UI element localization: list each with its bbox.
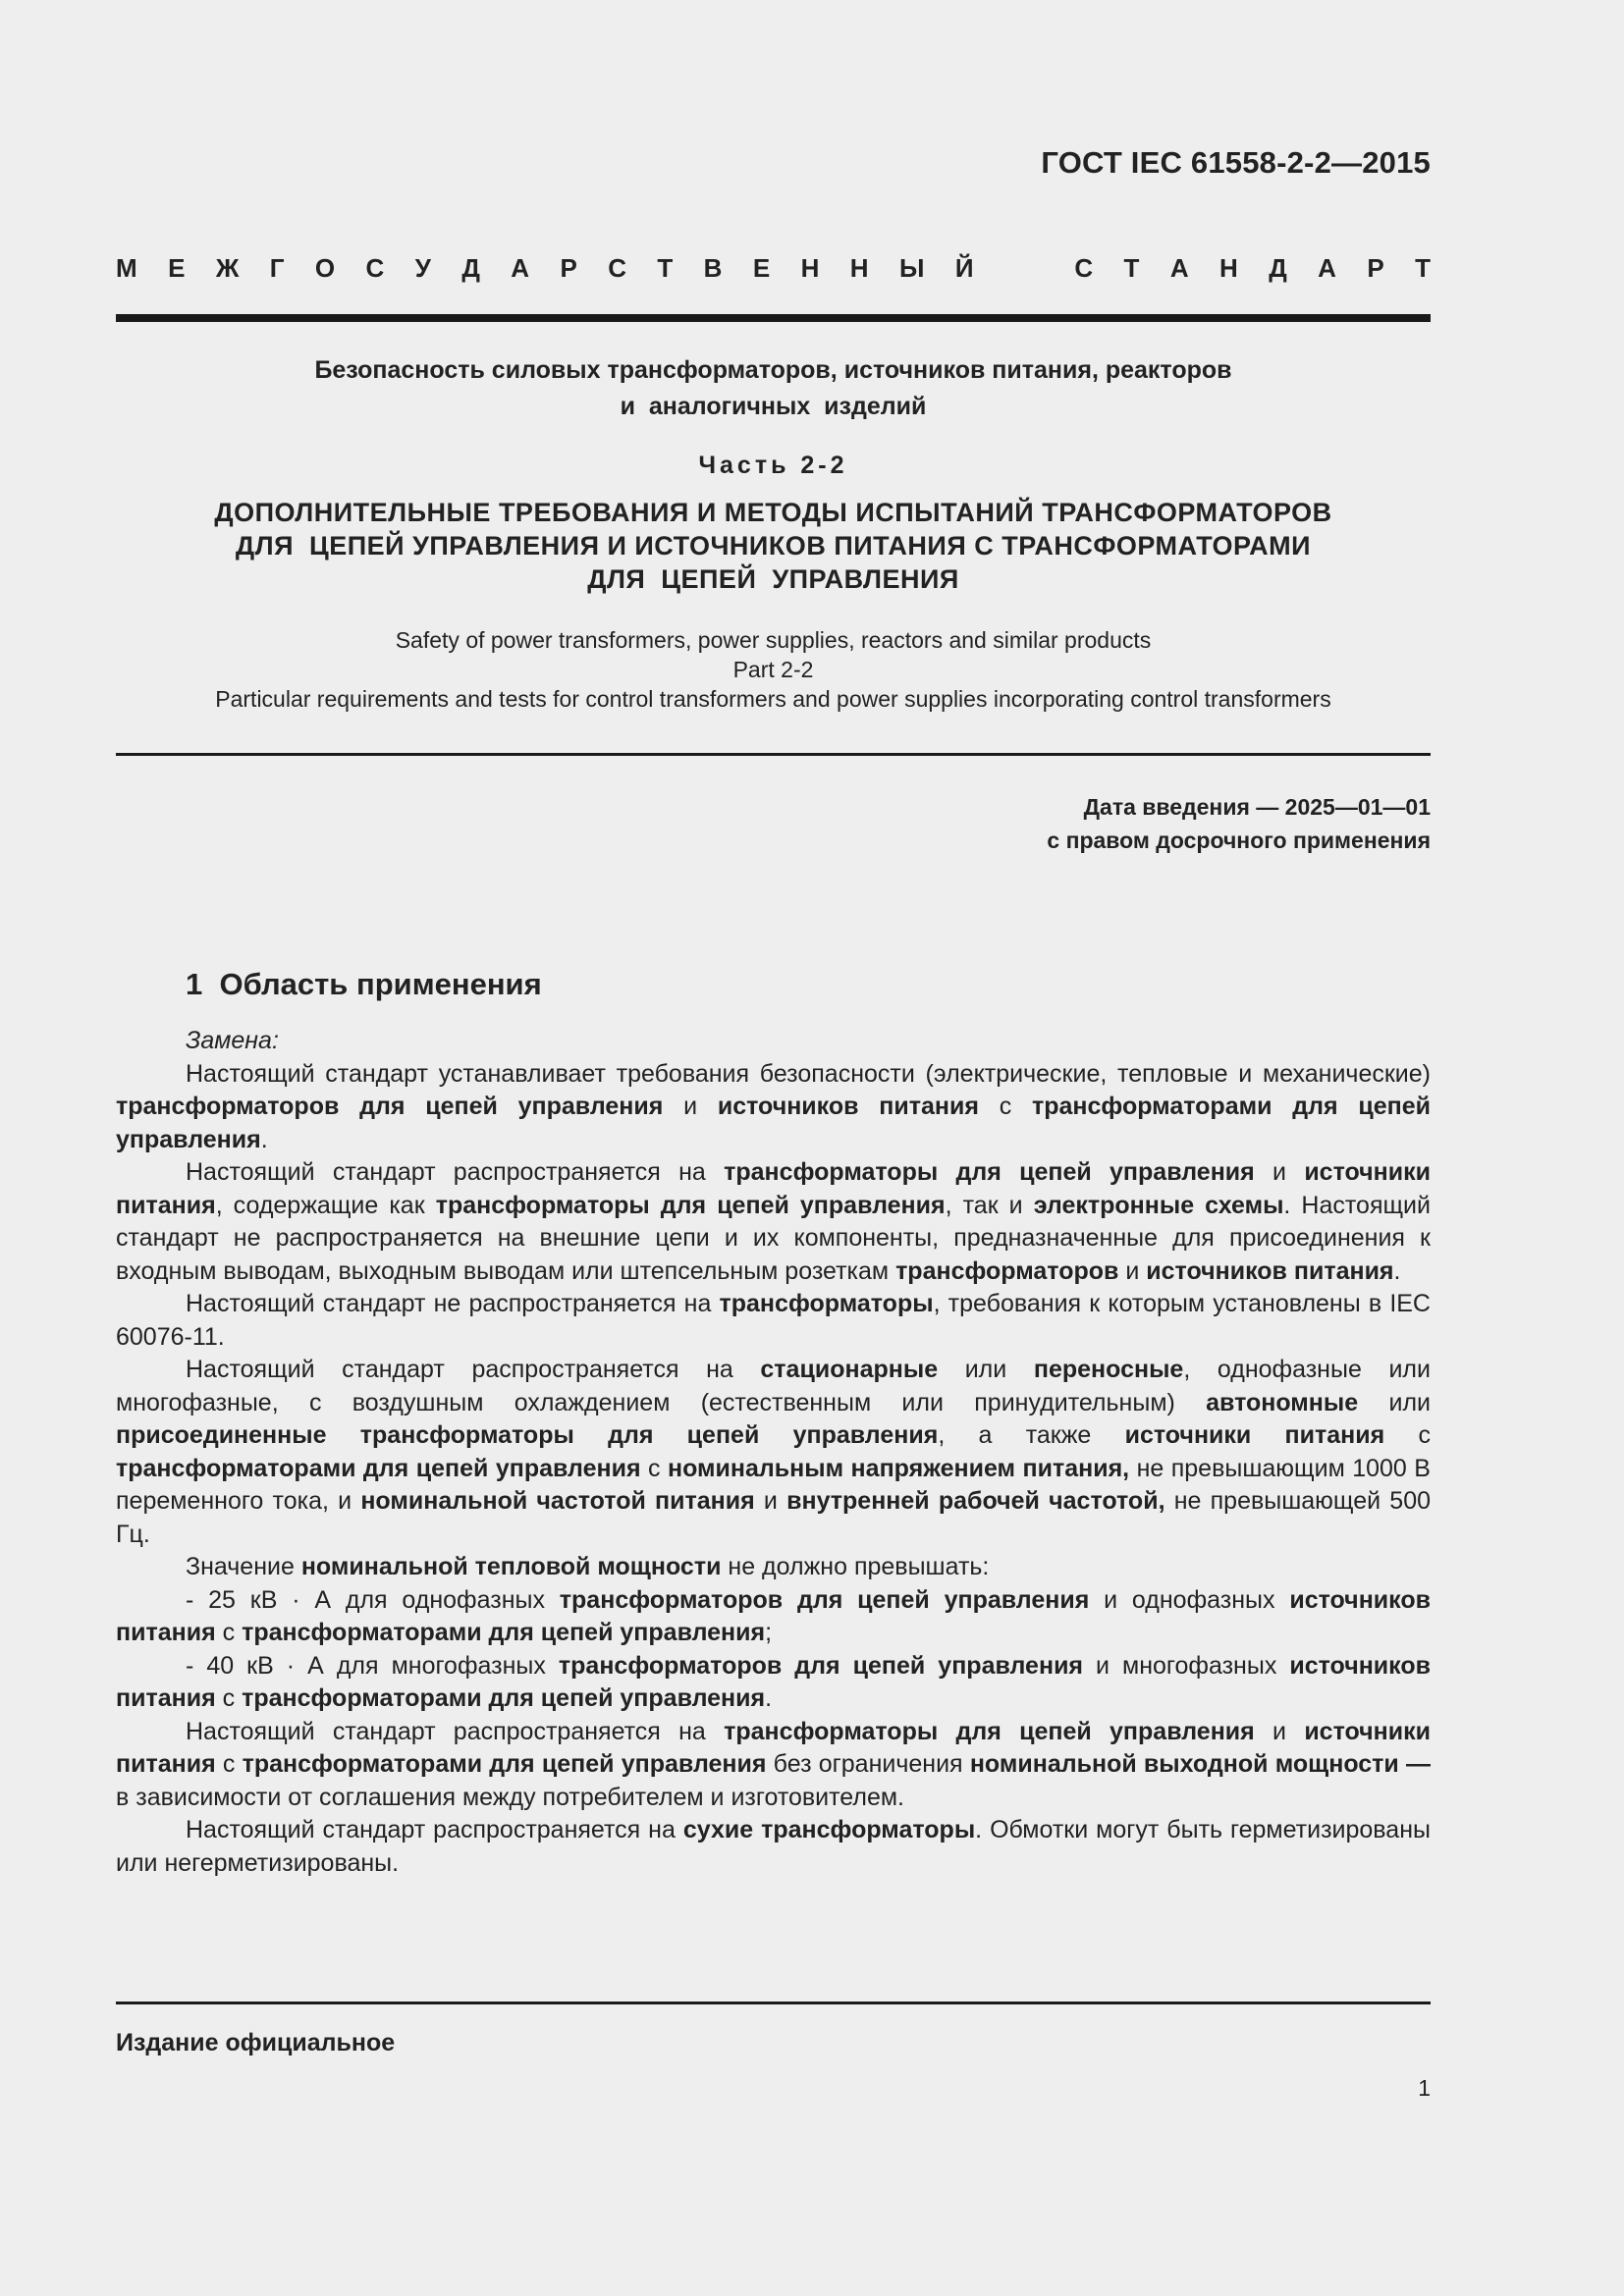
paragraph	[116, 1288, 1431, 1354]
title-main-line: ДОПОЛНИТЕЛЬНЫЕ ТРЕБОВАНИЯ И МЕТОДЫ ИСПЫТАНИЙ ТРАНСФОРМАТОРОВ	[214, 498, 1332, 527]
banner-letter: О	[314, 253, 336, 283]
edition-label: Издание официальное	[116, 2029, 396, 2056]
text-run: Настоящий стандарт распространяется на	[186, 1717, 725, 1745]
banner-letter: Е	[168, 253, 186, 283]
section-heading: 1 Область применения	[186, 967, 542, 1001]
text-run: .	[1393, 1256, 1401, 1285]
list-item	[116, 1650, 1431, 1716]
title-ru-line: Безопасность силовых трансформаторов, источников питания, реакторов	[314, 356, 1232, 384]
bold-term: источники питания	[116, 1717, 1432, 1778]
text-run: , так и	[945, 1191, 1034, 1219]
text-run: .	[260, 1125, 268, 1153]
bold-term: трансформаторов для цепей управления	[559, 1585, 1090, 1614]
text-run: , а также	[938, 1421, 1125, 1449]
bold-term: номинальным напряжением питания,	[668, 1454, 1130, 1482]
text-run: не должно превышать:	[721, 1553, 990, 1580]
banner-letter: А	[511, 253, 530, 283]
text-run: без ограничения	[766, 1750, 970, 1778]
bold-term: источников питания	[717, 1093, 979, 1120]
bold-term: автономные	[1206, 1388, 1359, 1416]
paragraph	[116, 1058, 1431, 1157]
banner-letter: Т	[657, 253, 674, 283]
text-run: Значение	[186, 1553, 301, 1580]
banner-letter: В	[703, 253, 723, 283]
title-main-line: ДЛЯ ЦЕПЕЙ УПРАВЛЕНИЯ И ИСТОЧНИКОВ ПИТАНИЯ С ТРАНСФОРМАТОРАМИ	[235, 531, 1312, 561]
title-en-line: Part 2-2	[732, 657, 814, 682]
paragraph	[116, 1814, 1431, 1880]
bold-term: трансформаторами для цепей управления	[116, 1093, 1431, 1153]
banner-letter: Н	[849, 253, 869, 283]
banner-gap	[1004, 253, 1044, 284]
paragraph	[116, 1354, 1431, 1551]
text-run: . Настоящий стандарт не распространяется на внешние цепи и их компоненты, предназначенные для присоединения к входным выводам, выходным выводам или штепсельным розеткам	[116, 1191, 1431, 1285]
bold-term: трансформаторы для цепей управления	[435, 1191, 946, 1219]
text-run: с	[978, 1093, 1032, 1120]
effective-date	[1047, 790, 1431, 857]
bold-term: номинальной частотой питания	[360, 1487, 755, 1515]
text-run: и	[663, 1093, 718, 1120]
text-run: или	[938, 1356, 1034, 1383]
bold-term: стационарные	[760, 1356, 939, 1383]
bold-term: трансформаторами для цепей управления	[116, 1454, 641, 1482]
bold-term: источников питания	[1146, 1256, 1394, 1285]
banner-letter: Р	[1367, 253, 1384, 283]
text-run: , однофазные или многофазные, с воздушным охлаждением (естественным или принудительным)	[116, 1356, 1431, 1416]
bold-term: номинальной тепловой мощности	[300, 1553, 722, 1580]
bold-term: трансформаторами для цепей управления	[242, 1619, 766, 1646]
bold-term: электронные схемы	[1033, 1191, 1284, 1219]
title-en-line: Safety of power transformers, power supplies, reactors and similar products	[395, 627, 1152, 653]
text-run: ;	[765, 1619, 773, 1646]
banner-letter: Т	[1415, 253, 1431, 283]
footer-divider	[116, 2002, 1431, 2004]
section-body	[116, 1025, 1431, 1880]
title-en-line: Particular requirements and tests for control transformers and power supplies incorporating control transformers	[215, 686, 1331, 712]
banner-letter: Т	[1123, 253, 1140, 283]
text-run: и	[1254, 1717, 1305, 1745]
bold-term: трансформаторами для цепей управления	[242, 1684, 766, 1712]
text-run: и	[1254, 1158, 1305, 1186]
banner-letter: У	[414, 253, 431, 283]
bold-term: источников питания	[116, 1651, 1431, 1712]
effective-date-line: Дата введения — 2025—01—01	[1083, 794, 1431, 820]
banner-letter: Ж	[215, 253, 240, 283]
bold-term: внутренней рабочей частотой,	[786, 1487, 1165, 1515]
bold-term: переносные	[1033, 1356, 1184, 1383]
title-main-line: ДЛЯ ЦЕПЕЙ УПРАВЛЕНИЯ	[587, 564, 959, 594]
text-run: и однофазных	[1089, 1585, 1290, 1614]
text-run: Настоящий стандарт распространяется на	[186, 1158, 725, 1186]
text-run: и	[1118, 1256, 1147, 1285]
text-run: - 40 кВ · А для многофазных	[186, 1651, 559, 1680]
part-label: Часть 2-2	[698, 452, 848, 479]
banner-letter: С	[365, 253, 385, 283]
text-run: .	[765, 1684, 773, 1712]
gost-code: ГОСТ IEC 61558-2-2—2015	[1041, 145, 1431, 180]
banner-letter: А	[1318, 253, 1336, 283]
text-run: Настоящий стандарт не распространяется на	[186, 1290, 720, 1317]
text-run: - 25 кВ · А для однофазных	[186, 1585, 560, 1614]
text-run: и	[754, 1487, 787, 1515]
paragraph	[116, 1551, 1431, 1584]
bold-term: трансформаторов для цепей управления	[558, 1651, 1084, 1680]
title-divider	[116, 753, 1431, 756]
text-run: с	[1384, 1421, 1431, 1449]
bold-term: источники питания	[116, 1158, 1432, 1219]
title-main	[116, 496, 1431, 596]
early-application-line: с правом досрочного применения	[1047, 828, 1431, 853]
text-run: Настоящий стандарт распространяется на	[186, 1816, 683, 1843]
banner-letter: С	[1074, 253, 1094, 283]
list-item	[116, 1584, 1431, 1650]
bold-term: трансформаторов	[895, 1256, 1119, 1285]
text-run: не превышающим 1000 В переменного тока, и	[116, 1454, 1431, 1515]
banner-letter: М	[116, 253, 137, 283]
banner-letter: Ы	[898, 253, 925, 283]
replace-label: Замена:	[186, 1027, 279, 1054]
bold-term: источников питания	[116, 1585, 1431, 1646]
banner-letter: Д	[1269, 253, 1287, 283]
text-run: или	[1358, 1388, 1431, 1416]
text-run: . Обмотки могут быть герметизированы или негерметизированы.	[116, 1816, 1431, 1877]
text-run: , требования к которым установлены в IEC 60076-11.	[116, 1290, 1431, 1351]
banner-letter: Г	[269, 253, 285, 283]
text-run: , содержащие как	[215, 1191, 436, 1219]
bold-term: трансформаторы	[719, 1290, 934, 1317]
bold-term: источники питания	[1124, 1421, 1385, 1449]
banner-letter: Р	[560, 253, 577, 283]
text-run: не превышающей 500 Гц.	[116, 1487, 1431, 1548]
banner-letter: С	[608, 253, 626, 283]
banner-letter: Й	[954, 253, 974, 283]
banner-letter: Н	[1219, 253, 1238, 283]
page-number: 1	[1418, 2075, 1431, 2101]
banner-letter: Е	[752, 253, 771, 283]
text-run: с	[215, 1684, 243, 1712]
bold-term: трансформаторами для цепей управления	[242, 1750, 767, 1778]
paragraph	[116, 1716, 1431, 1815]
header-divider	[116, 314, 1431, 322]
text-run: Настоящий стандарт распространяется на	[186, 1356, 761, 1383]
bold-term: номинальной выходной мощности —	[969, 1750, 1431, 1778]
title-russian	[116, 352, 1431, 425]
text-run: в зависимости от соглашения между потребителем и изготовителем.	[116, 1783, 905, 1811]
text-run: с	[215, 1619, 243, 1646]
text-run: Настоящий стандарт устанавливает требования безопасности (электрические, тепловые и механические)	[186, 1059, 1431, 1088]
text-run: и многофазных	[1083, 1651, 1290, 1680]
text-run: с	[215, 1750, 243, 1778]
text-run: с	[640, 1454, 668, 1482]
standard-type-banner	[116, 253, 1431, 284]
bold-term: трансформаторы для цепей управления	[724, 1158, 1255, 1186]
banner-letter: Н	[800, 253, 820, 283]
title-ru-line: и аналогичных изделий	[620, 393, 927, 420]
banner-letter: А	[1169, 253, 1189, 283]
banner-letter: Д	[461, 253, 480, 283]
bold-term: присоединенные трансформаторы для цепей управления	[116, 1421, 939, 1449]
bold-term: трансформаторов для цепей управления	[116, 1093, 664, 1120]
paragraph	[116, 1156, 1431, 1288]
title-english	[116, 625, 1431, 714]
bold-term: трансформаторы для цепей управления	[724, 1717, 1255, 1745]
bold-term: сухие трансформаторы	[682, 1816, 976, 1843]
